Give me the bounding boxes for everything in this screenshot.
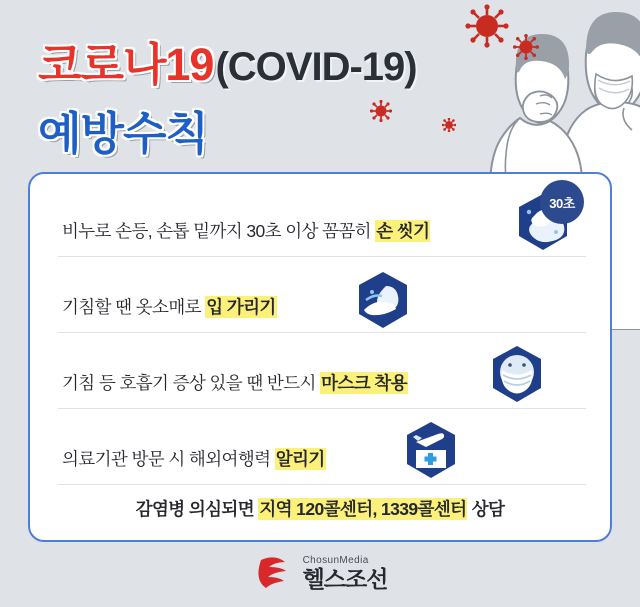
call-center-prefix: 감염병 의심되면 [135, 499, 259, 519]
tip-wear-mask-text: 기침 등 호흡기 증상 있을 땐 반드시 [62, 373, 321, 393]
tip-handwashing-text: 비누로 손등, 손톱 밑까지 30초 이상 꼼꼼히 [62, 221, 376, 241]
chosun-media-logo [0, 554, 640, 593]
hospital-airplane-icon [400, 420, 462, 482]
prevention-rules-card [28, 172, 612, 542]
tip-report-travel-highlight: 알리기 [275, 449, 325, 469]
tip-handwashing-highlight: 손 씻기 [376, 221, 430, 241]
tip-handwashing [62, 218, 462, 243]
tip-cough-etiquette-highlight: 입 가리기 [206, 297, 276, 317]
tip-cough-etiquette-text: 기침할 땐 옷소매로 [62, 297, 206, 317]
logo-title: 헬스조선 [302, 565, 388, 592]
divider-4 [58, 484, 586, 485]
divider-2 [58, 332, 586, 333]
logo-subtitle: ChosunMedia [302, 555, 369, 567]
call-center-line [30, 496, 610, 521]
title-line-2: 예방수칙 [38, 108, 208, 159]
tip-wear-mask-highlight: 마스크 착용 [321, 373, 407, 393]
tip-wear-mask [62, 370, 462, 395]
title-english-covid: (COVID-19) [215, 45, 417, 89]
divider-1 [58, 256, 586, 257]
call-center-suffix: 상담 [467, 499, 505, 519]
call-center-highlight: 지역 120콜센터, 1339콜센터 [259, 499, 467, 519]
face-mask-icon [486, 344, 548, 406]
divider-3 [58, 408, 586, 409]
poster-title [38, 28, 508, 162]
tip-report-travel-text: 의료기관 방문 시 해외여행력 [62, 449, 275, 469]
cough-sleeve-icon [352, 270, 414, 332]
handwashing-duration-badge: 30초 [540, 180, 584, 224]
chosun-flame-icon [253, 554, 293, 593]
virus-decoration-2 [513, 34, 539, 65]
title-korean-covid: 코로나19 [38, 39, 214, 90]
logo-text [303, 556, 388, 591]
title-line-1 [38, 28, 508, 93]
